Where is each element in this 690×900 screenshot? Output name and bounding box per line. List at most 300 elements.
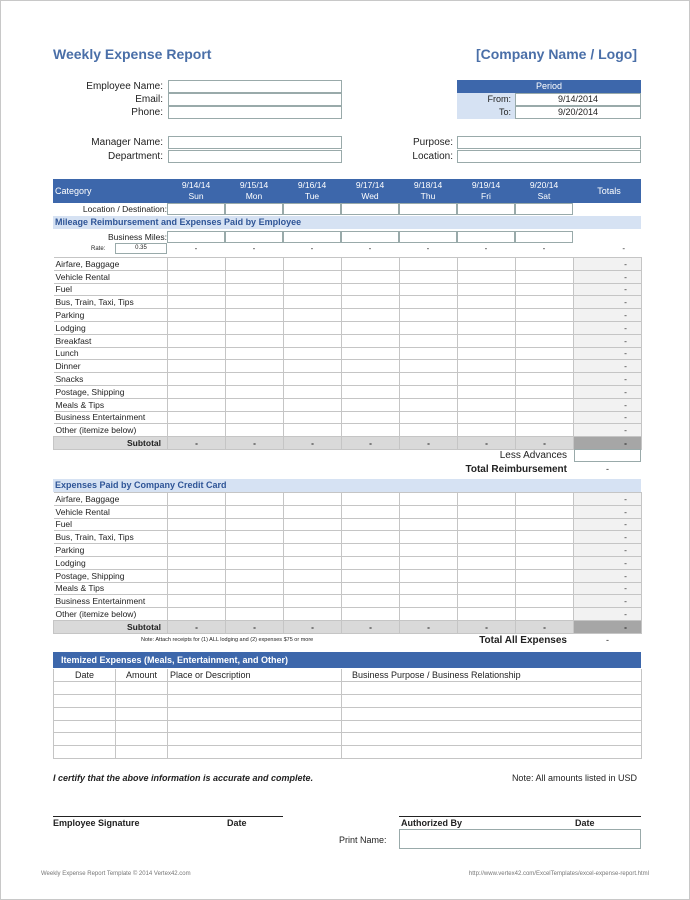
- row-total: -: [574, 595, 642, 608]
- day-name: Sun: [188, 191, 204, 201]
- expense-amount-cell[interactable]: [458, 360, 516, 373]
- expense-amount-cell[interactable]: [458, 270, 516, 283]
- expense-amount-cell[interactable]: [400, 309, 458, 322]
- footer-copyright: Weekly Expense Report Template © 2014 Vertex42.com: [41, 871, 191, 877]
- expense-amount-cell[interactable]: [342, 321, 400, 334]
- period-to-label: To:: [457, 106, 515, 119]
- rate-label: Rate:: [91, 246, 106, 252]
- expense-amount-cell[interactable]: [226, 556, 284, 569]
- expense-amount-cell[interactable]: [168, 544, 226, 557]
- mileage-amount: -: [252, 244, 256, 253]
- expense-amount-cell[interactable]: [400, 296, 458, 309]
- rate-field[interactable]: 0.35: [115, 243, 167, 254]
- expense-amount-cell[interactable]: [400, 595, 458, 608]
- itemized-cell[interactable]: [54, 707, 116, 720]
- expense-amount-cell[interactable]: [284, 595, 342, 608]
- expense-amount-cell[interactable]: [516, 595, 574, 608]
- row-total: -: [574, 569, 642, 582]
- business-miles-cell[interactable]: [283, 231, 341, 243]
- expense-amount-cell[interactable]: [226, 505, 284, 518]
- itemized-cell[interactable]: [342, 746, 642, 759]
- expense-amount-cell[interactable]: [400, 544, 458, 557]
- expense-amount-cell[interactable]: [516, 385, 574, 398]
- mileage-amount: -: [368, 244, 372, 253]
- itemized-cell[interactable]: [116, 695, 168, 708]
- itemized-cell[interactable]: [168, 695, 342, 708]
- expense-amount-cell[interactable]: [458, 283, 516, 296]
- expense-amount-cell[interactable]: [458, 411, 516, 424]
- location-destination-cell[interactable]: [457, 203, 515, 215]
- expense-amount-cell[interactable]: [516, 424, 574, 437]
- expense-amount-cell[interactable]: [516, 296, 574, 309]
- row-total: -: [574, 424, 642, 437]
- itemized-row: [54, 746, 642, 759]
- receipts-note: Note: Attach receipts for (1) ALL lodging and (2) expenses $75 or more: [141, 637, 314, 643]
- expense-category: Dinner: [54, 360, 168, 373]
- expense-amount-cell[interactable]: [284, 309, 342, 322]
- expense-category: Snacks: [54, 373, 168, 386]
- table-row: [54, 544, 642, 557]
- itemized-cell[interactable]: [54, 720, 116, 733]
- expense-amount-cell[interactable]: [168, 373, 226, 386]
- expense-amount-cell[interactable]: [458, 493, 516, 506]
- expense-amount-cell[interactable]: [458, 258, 516, 271]
- expense-amount-cell[interactable]: [516, 411, 574, 424]
- expense-amount-cell[interactable]: [226, 334, 284, 347]
- expense-amount-cell[interactable]: [458, 347, 516, 360]
- row-total: -: [574, 518, 642, 531]
- expense-amount-cell[interactable]: [516, 569, 574, 582]
- expense-amount-cell[interactable]: [516, 398, 574, 411]
- subtotal-value: -: [284, 620, 342, 633]
- expense-amount-cell[interactable]: [342, 608, 400, 621]
- expense-amount-cell[interactable]: [168, 296, 226, 309]
- location-destination-label: Location / Destination:: [82, 204, 167, 214]
- expense-amount-cell[interactable]: [168, 505, 226, 518]
- itemized-cell[interactable]: [54, 682, 116, 695]
- employee-name-field[interactable]: [168, 80, 342, 93]
- expense-amount-cell[interactable]: [168, 411, 226, 424]
- expense-amount-cell[interactable]: [342, 283, 400, 296]
- expense-amount-cell[interactable]: [168, 283, 226, 296]
- expense-amount-cell[interactable]: [284, 296, 342, 309]
- expense-amount-cell[interactable]: [400, 347, 458, 360]
- expense-amount-cell[interactable]: [342, 347, 400, 360]
- expense-category: Vehicle Rental: [54, 505, 168, 518]
- expense-amount-cell[interactable]: [284, 518, 342, 531]
- mileage-amount: -: [310, 244, 314, 253]
- expense-amount-cell[interactable]: [400, 385, 458, 398]
- expense-amount-cell[interactable]: [516, 556, 574, 569]
- expense-amount-cell[interactable]: [516, 309, 574, 322]
- business-miles-cell[interactable]: [457, 231, 515, 243]
- mileage-amount: -: [194, 244, 198, 253]
- expense-amount-cell[interactable]: [458, 531, 516, 544]
- print-name-field[interactable]: [399, 829, 641, 849]
- expense-amount-cell[interactable]: [284, 569, 342, 582]
- itemized-cell[interactable]: [342, 707, 642, 720]
- business-miles-cell[interactable]: [225, 231, 283, 243]
- table-row: [54, 595, 642, 608]
- expense-amount-cell[interactable]: [226, 373, 284, 386]
- expense-amount-cell[interactable]: [400, 321, 458, 334]
- subtotal-value: -: [226, 620, 284, 633]
- expense-amount-cell[interactable]: [342, 531, 400, 544]
- expense-category: Postage, Shipping: [54, 385, 168, 398]
- expense-amount-cell[interactable]: [458, 595, 516, 608]
- expense-amount-cell[interactable]: [284, 347, 342, 360]
- expense-amount-cell[interactable]: [342, 411, 400, 424]
- itemized-row: [54, 720, 642, 733]
- itemized-cell[interactable]: [116, 682, 168, 695]
- location-field[interactable]: [457, 150, 641, 163]
- purpose-field[interactable]: [457, 136, 641, 149]
- expense-amount-cell[interactable]: [168, 385, 226, 398]
- location-destination-cell[interactable]: [225, 203, 283, 215]
- expense-amount-cell[interactable]: [342, 556, 400, 569]
- day-header-thu: [399, 180, 457, 202]
- print-name-label: Print Name:: [339, 835, 387, 845]
- itemized-cell[interactable]: [116, 733, 168, 746]
- expense-amount-cell[interactable]: [284, 385, 342, 398]
- expense-amount-cell[interactable]: [458, 321, 516, 334]
- expense-amount-cell[interactable]: [226, 582, 284, 595]
- period-to-field[interactable]: 9/20/2014: [515, 106, 641, 119]
- expense-amount-cell[interactable]: [284, 424, 342, 437]
- day-header-fri: [457, 180, 515, 202]
- expense-amount-cell[interactable]: [168, 531, 226, 544]
- expense-amount-cell[interactable]: [458, 582, 516, 595]
- expense-amount-cell[interactable]: [458, 569, 516, 582]
- day-date: 9/19/14: [471, 180, 501, 190]
- expense-amount-cell[interactable]: [284, 411, 342, 424]
- table-row: [54, 424, 642, 437]
- business-miles-cell[interactable]: [341, 231, 399, 243]
- expense-amount-cell[interactable]: [168, 518, 226, 531]
- itemized-cell[interactable]: [168, 720, 342, 733]
- expense-amount-cell[interactable]: [284, 270, 342, 283]
- expense-amount-cell[interactable]: [342, 360, 400, 373]
- expense-amount-cell[interactable]: [458, 373, 516, 386]
- expense-amount-cell[interactable]: [168, 321, 226, 334]
- itemized-cell[interactable]: [54, 746, 116, 759]
- expense-amount-cell[interactable]: [168, 334, 226, 347]
- expense-amount-cell[interactable]: [226, 595, 284, 608]
- expense-amount-cell[interactable]: [168, 424, 226, 437]
- expense-amount-cell[interactable]: [400, 398, 458, 411]
- expense-amount-cell[interactable]: [342, 569, 400, 582]
- table-row: [54, 582, 642, 595]
- table-row: [54, 385, 642, 398]
- expense-amount-cell[interactable]: [342, 582, 400, 595]
- expense-amount-cell[interactable]: [400, 373, 458, 386]
- itemized-cell[interactable]: [342, 682, 642, 695]
- manager-name-label: Manager Name:: [91, 137, 163, 148]
- day-name: Mon: [245, 191, 263, 201]
- expense-amount-cell[interactable]: [342, 334, 400, 347]
- section1-title: Mileage Reimbursement and Expenses Paid by Employee: [53, 216, 641, 229]
- expense-amount-cell[interactable]: [458, 608, 516, 621]
- business-miles-cell[interactable]: [167, 231, 225, 243]
- expense-amount-cell[interactable]: [342, 373, 400, 386]
- section2-title: Expenses Paid by Company Credit Card: [53, 479, 641, 492]
- expense-amount-cell[interactable]: [342, 505, 400, 518]
- expense-amount-cell[interactable]: [400, 505, 458, 518]
- expense-amount-cell[interactable]: [226, 608, 284, 621]
- footer-url[interactable]: http://www.vertex42.com/ExcelTemplates/excel-expense-report.html: [468, 871, 649, 877]
- expense-amount-cell[interactable]: [342, 385, 400, 398]
- expense-amount-cell[interactable]: [516, 373, 574, 386]
- itemized-cell[interactable]: [54, 733, 116, 746]
- itemized-cell[interactable]: [168, 733, 342, 746]
- expense-amount-cell[interactable]: [284, 493, 342, 506]
- itemized-column-header: Date: [54, 669, 116, 682]
- expense-amount-cell[interactable]: [226, 493, 284, 506]
- expense-amount-cell[interactable]: [516, 258, 574, 271]
- expense-amount-cell[interactable]: [168, 608, 226, 621]
- expense-amount-cell[interactable]: [284, 505, 342, 518]
- business-miles-cell[interactable]: [399, 231, 457, 243]
- itemized-cell[interactable]: [168, 746, 342, 759]
- expense-amount-cell[interactable]: [458, 398, 516, 411]
- expense-amount-cell[interactable]: [400, 360, 458, 373]
- expense-amount-cell[interactable]: [458, 424, 516, 437]
- expense-amount-cell[interactable]: [284, 360, 342, 373]
- expense-amount-cell[interactable]: [400, 531, 458, 544]
- period-heading: Period: [457, 80, 641, 93]
- expense-amount-cell[interactable]: [516, 531, 574, 544]
- expense-amount-cell[interactable]: [226, 309, 284, 322]
- expense-amount-cell[interactable]: [458, 518, 516, 531]
- expense-amount-cell[interactable]: [168, 270, 226, 283]
- itemized-row: [54, 682, 642, 695]
- expense-amount-cell[interactable]: [226, 398, 284, 411]
- expense-amount-cell[interactable]: [226, 531, 284, 544]
- expense-category: Postage, Shipping: [54, 569, 168, 582]
- expense-amount-cell[interactable]: [168, 556, 226, 569]
- expense-amount-cell[interactable]: [400, 270, 458, 283]
- expense-amount-cell[interactable]: [342, 544, 400, 557]
- expense-amount-cell[interactable]: [400, 556, 458, 569]
- location-destination-cell[interactable]: [283, 203, 341, 215]
- itemized-cell[interactable]: [342, 733, 642, 746]
- itemized-row: [54, 695, 642, 708]
- section2-subtotal-row: [54, 620, 642, 633]
- expense-amount-cell[interactable]: [168, 493, 226, 506]
- expense-amount-cell[interactable]: [284, 373, 342, 386]
- row-total: -: [574, 385, 642, 398]
- expense-amount-cell[interactable]: [168, 258, 226, 271]
- expense-amount-cell[interactable]: [400, 493, 458, 506]
- expense-amount-cell[interactable]: [458, 296, 516, 309]
- expense-category: Airfare, Baggage: [54, 493, 168, 506]
- expense-amount-cell[interactable]: [516, 360, 574, 373]
- location-destination-cell[interactable]: [399, 203, 457, 215]
- itemized-cell[interactable]: [116, 720, 168, 733]
- expense-amount-cell[interactable]: [400, 258, 458, 271]
- less-advances-field[interactable]: [574, 449, 641, 462]
- mileage-amount: -: [542, 244, 546, 253]
- location-destination-cell[interactable]: [167, 203, 225, 215]
- expense-amount-cell[interactable]: [458, 309, 516, 322]
- expense-category: Business Entertainment: [54, 595, 168, 608]
- expense-amount-cell[interactable]: [226, 321, 284, 334]
- expense-amount-cell[interactable]: [226, 385, 284, 398]
- expense-amount-cell[interactable]: [458, 556, 516, 569]
- table-row: [54, 569, 642, 582]
- expense-amount-cell[interactable]: [516, 493, 574, 506]
- mileage-amount: -: [622, 244, 625, 253]
- expense-amount-cell[interactable]: [168, 309, 226, 322]
- expense-amount-cell[interactable]: [284, 398, 342, 411]
- expense-amount-cell[interactable]: [226, 270, 284, 283]
- expense-amount-cell[interactable]: [284, 582, 342, 595]
- expense-amount-cell[interactable]: [226, 518, 284, 531]
- expense-category: Airfare, Baggage: [54, 258, 168, 271]
- day-name: Wed: [361, 191, 379, 201]
- expense-amount-cell[interactable]: [284, 258, 342, 271]
- expense-category: Vehicle Rental: [54, 270, 168, 283]
- expense-amount-cell[interactable]: [516, 283, 574, 296]
- expense-amount-cell[interactable]: [458, 385, 516, 398]
- email-field[interactable]: [168, 93, 342, 106]
- day-date: 9/18/14: [413, 180, 443, 190]
- expense-amount-cell[interactable]: [168, 582, 226, 595]
- purpose-label: Purpose:: [412, 137, 453, 148]
- subtotal-value: -: [226, 437, 284, 450]
- expense-amount-cell[interactable]: [342, 518, 400, 531]
- employee-signature-line: [53, 816, 283, 817]
- expense-amount-cell[interactable]: [342, 270, 400, 283]
- expense-amount-cell[interactable]: [226, 569, 284, 582]
- row-total: -: [574, 321, 642, 334]
- expense-amount-cell[interactable]: [284, 608, 342, 621]
- expense-amount-cell[interactable]: [226, 424, 284, 437]
- expense-amount-cell[interactable]: [284, 321, 342, 334]
- expense-amount-cell[interactable]: [168, 398, 226, 411]
- itemized-cell[interactable]: [168, 707, 342, 720]
- expense-amount-cell[interactable]: [400, 608, 458, 621]
- expense-amount-cell[interactable]: [284, 283, 342, 296]
- expense-amount-cell[interactable]: [168, 595, 226, 608]
- subtotal-value: -: [168, 437, 226, 450]
- expense-amount-cell[interactable]: [226, 283, 284, 296]
- expense-category: Meals & Tips: [54, 582, 168, 595]
- expense-amount-cell[interactable]: [400, 411, 458, 424]
- business-miles-cell[interactable]: [515, 231, 573, 243]
- table-row: [54, 347, 642, 360]
- expense-amount-cell[interactable]: [400, 518, 458, 531]
- report-title: Weekly Expense Report: [53, 46, 212, 62]
- expense-amount-cell[interactable]: [284, 334, 342, 347]
- table-row: [54, 518, 642, 531]
- expense-amount-cell[interactable]: [284, 544, 342, 557]
- section1-grid: [53, 257, 642, 450]
- expense-amount-cell[interactable]: [226, 296, 284, 309]
- location-label: Location:: [412, 151, 453, 162]
- row-total: -: [574, 411, 642, 424]
- expense-amount-cell[interactable]: [516, 347, 574, 360]
- expense-amount-cell[interactable]: [342, 424, 400, 437]
- total-all-expenses-label: Total All Expenses: [479, 635, 567, 646]
- expense-amount-cell[interactable]: [168, 569, 226, 582]
- phone-field[interactable]: [168, 106, 342, 119]
- authorized-date-label: Date: [575, 818, 595, 828]
- itemized-cell[interactable]: [342, 720, 642, 733]
- department-field[interactable]: [168, 150, 342, 163]
- expense-amount-cell[interactable]: [458, 334, 516, 347]
- expense-amount-cell[interactable]: [342, 398, 400, 411]
- expense-amount-cell[interactable]: [226, 411, 284, 424]
- expense-amount-cell[interactable]: [168, 360, 226, 373]
- expense-amount-cell[interactable]: [516, 582, 574, 595]
- period-from-field[interactable]: 9/14/2014: [515, 93, 641, 106]
- subtotal-value: -: [342, 620, 400, 633]
- expense-amount-cell[interactable]: [458, 505, 516, 518]
- itemized-cell[interactable]: [116, 746, 168, 759]
- expense-amount-cell[interactable]: [400, 569, 458, 582]
- expense-amount-cell[interactable]: [516, 321, 574, 334]
- expense-amount-cell[interactable]: [516, 608, 574, 621]
- phone-label: Phone:: [131, 107, 163, 118]
- expense-amount-cell[interactable]: [284, 531, 342, 544]
- table-row: [54, 373, 642, 386]
- expense-amount-cell[interactable]: [342, 258, 400, 271]
- employee-date-label: Date: [227, 818, 247, 828]
- table-row: [54, 411, 642, 424]
- row-total: -: [574, 556, 642, 569]
- expense-amount-cell[interactable]: [342, 296, 400, 309]
- subtotal-label: Subtotal: [54, 437, 168, 450]
- itemized-cell[interactable]: [54, 695, 116, 708]
- table-row: [54, 270, 642, 283]
- expense-amount-cell[interactable]: [284, 556, 342, 569]
- subtotal-value: -: [168, 620, 226, 633]
- table-row: [54, 360, 642, 373]
- expense-amount-cell[interactable]: [516, 270, 574, 283]
- expense-amount-cell[interactable]: [516, 544, 574, 557]
- expense-amount-cell[interactable]: [400, 334, 458, 347]
- expense-amount-cell[interactable]: [226, 360, 284, 373]
- expense-category: Business Entertainment: [54, 411, 168, 424]
- expense-amount-cell[interactable]: [226, 258, 284, 271]
- period-from-label: From:: [457, 93, 515, 106]
- itemized-cell[interactable]: [116, 707, 168, 720]
- expense-amount-cell[interactable]: [516, 518, 574, 531]
- subtotal-value: -: [458, 437, 516, 450]
- expense-amount-cell[interactable]: [400, 582, 458, 595]
- expense-amount-cell[interactable]: [400, 424, 458, 437]
- expense-amount-cell[interactable]: [168, 347, 226, 360]
- expense-amount-cell[interactable]: [342, 493, 400, 506]
- expense-amount-cell[interactable]: [516, 505, 574, 518]
- row-total: -: [574, 347, 642, 360]
- itemized-column-header: Amount: [116, 669, 168, 682]
- expense-amount-cell[interactable]: [226, 544, 284, 557]
- expense-amount-cell[interactable]: [342, 595, 400, 608]
- itemized-cell[interactable]: [168, 682, 342, 695]
- total-reimbursement-value: -: [606, 464, 609, 474]
- expense-amount-cell[interactable]: [516, 334, 574, 347]
- itemized-cell[interactable]: [342, 695, 642, 708]
- expense-amount-cell[interactable]: [458, 544, 516, 557]
- expense-amount-cell[interactable]: [400, 283, 458, 296]
- expense-amount-cell[interactable]: [226, 347, 284, 360]
- location-destination-cell[interactable]: [341, 203, 399, 215]
- expense-amount-cell[interactable]: [342, 309, 400, 322]
- location-destination-cell[interactable]: [515, 203, 573, 215]
- manager-name-field[interactable]: [168, 136, 342, 149]
